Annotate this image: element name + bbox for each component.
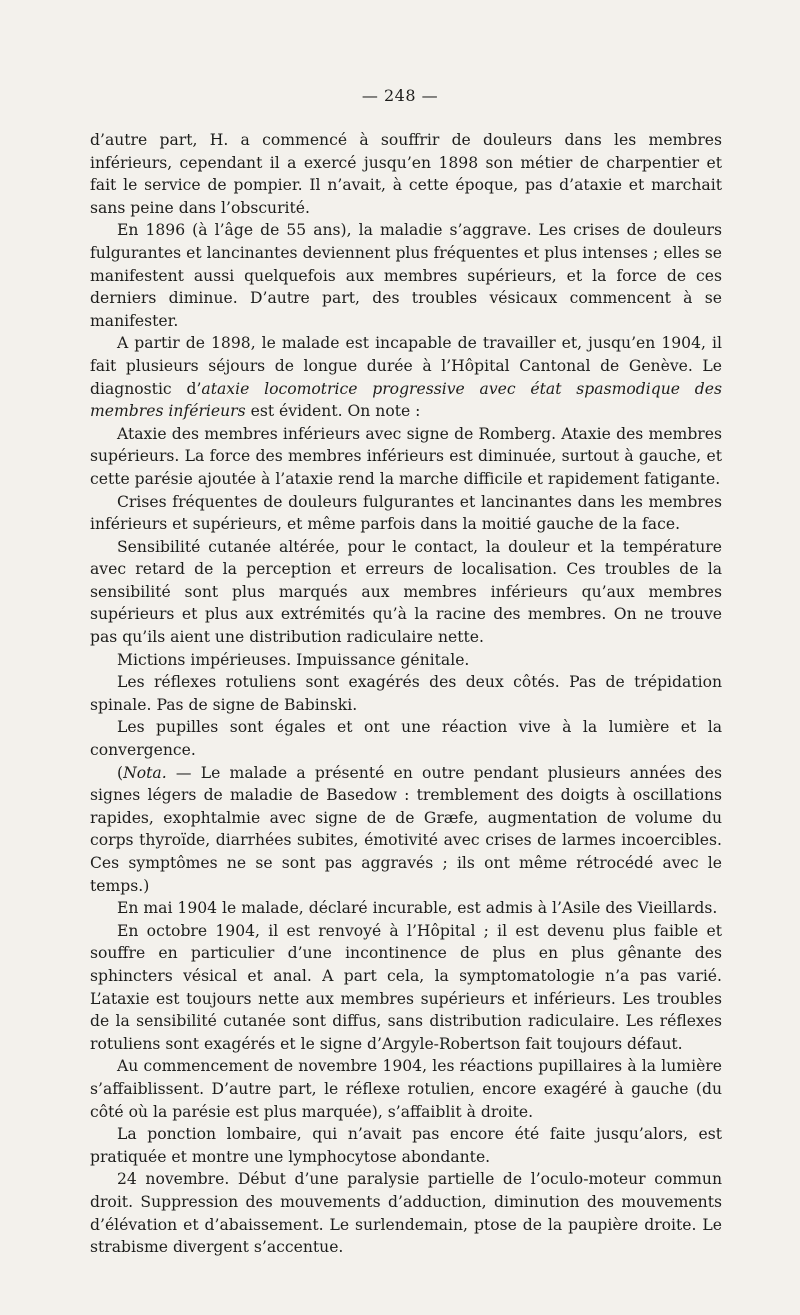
paragraph: d’autre part, H. a commencé à souffrir de douleurs dans les membres inférieurs, cependant il a exercé jusqu’en 1898 son métier de charpentier et fait le service de pompier. Il n’avait, à cette époque, pas d’ataxie et marchait sans peine dans l’obscurité. xyxy=(90,131,722,217)
paragraph-text: ( xyxy=(117,763,124,782)
paragraph: Ataxie des membres inférieurs avec signe de Romberg. Ataxie des membres supérieurs. La force des membres inférieurs est diminuée, surtout à gauche, et cette parésie ajoutée à l’ataxie rend la marche difficile et rapidement fatigante. xyxy=(90,424,722,488)
nota-italic: Nota. xyxy=(123,763,167,782)
paragraph: 24 novembre. Début d’une paralysie partielle de l’oculo-moteur commun droit. Suppression des mouvements d’adduction, diminution des mouvements d’élévation et d’abaissement. Le surlendemain, ptose de la paupière droite. Le strabisme divergent s’accentue. xyxy=(90,1170,722,1257)
page-number: — 248 — xyxy=(361,86,439,105)
body-text xyxy=(90,129,722,1259)
paragraph: Au commencement de novembre 1904, les réactions pupillaires à la lumière s’affaiblissent. D’autre part, le réflexe rotulien, encore exagéré à gauche (du côté où la parésie est plus marquée), s’affaiblit à droite. xyxy=(90,1057,722,1121)
paragraph: La ponction lombaire, qui n’avait pas encore été faite jusqu’alors, est pratiquée et montre une lymphocytose abondante. xyxy=(90,1125,722,1166)
paragraph xyxy=(90,332,722,422)
paragraph: En 1896 (à l’âge de 55 ans), la maladie s’aggrave. Les crises de douleurs fulgurantes et lancinantes deviennent plus fréquentes et plus intenses ; elles se manifestent aussi quelquefois aux membres supérieurs, et la force de ces derniers diminue. D’autre part, des troubles vésicaux commencent à se manifester. xyxy=(90,221,722,330)
paragraph-text: A partir de 1898, le malade est incapable de travailler et, jusqu’en 1904, il fait plusieurs séjours de longue durée à l’Hôpital Cantonal de Genève. Le diagnostic d’ xyxy=(90,334,722,398)
paragraph: Les pupilles sont égales et ont une réaction vive à la lumière et la convergence. xyxy=(90,718,722,760)
paragraph: En octobre 1904, il est renvoyé à l’Hôpital ; il est devenu plus faible et souffre en particulier d’une incontinence de plus en plus gênante des sphincters vésical et anal. A part cela, la symptomatologie n’a pas varié. L’ataxie est toujours nette aux membres supérieurs et inférieurs. Les troubles de la sensibilité cutanée sont diffus, sans distribution radiculaire. Les réflexes rotuliens sont exagérés et le signe d’Argyle-Robertson fait toujours défaut. xyxy=(90,921,722,1053)
paragraph: En mai 1904 le malade, déclaré incurable, est admis à l’Asile des Vieillards. xyxy=(117,899,718,918)
paragraph xyxy=(90,762,722,898)
paragraph: Crises fréquentes de douleurs fulgurantes et lancinantes dans les membres inférieurs et supérieurs, et même parfois dans la moitié gauche de la face. xyxy=(90,492,722,534)
paragraph: Sensibilité cutanée altérée, pour le contact, la douleur et la température avec retard de la perception et erreurs de localisation. Ces troubles de la sensibilité sont plus marqués aux membres inférieurs qu’aux membres supérieurs et plus aux extrémités qu’à la racine des membres. On ne trouve pas qu’ils aient une distribution radiculaire nette. xyxy=(90,537,722,647)
paragraph-text: — Le malade a présenté en outre pendant plusieurs années des signes légers de maladie de Basedow : tremblement des doigts à oscillations rapides, exophtalmie avec signe de de Græfe, augmentation de volume du corps thyroïde, diarrhées subites, émotivité avec crises de larmes incoercibles. Ces symptômes ne se sont pas aggravés ; ils ont même rétrocédé avec le temps.) xyxy=(90,763,722,895)
diagnosis-italic: ataxie locomotrice progressive avec état spasmodique des membres inférieurs xyxy=(90,379,722,421)
paragraph: Les réflexes rotuliens sont exagérés des deux côtés. Pas de trépidation spinale. Pas de signe de Babinski. xyxy=(90,673,722,714)
paragraph: Mictions impérieuses. Impuissance génitale. xyxy=(117,650,470,669)
paragraph-text: est évident. On note : xyxy=(245,402,421,421)
